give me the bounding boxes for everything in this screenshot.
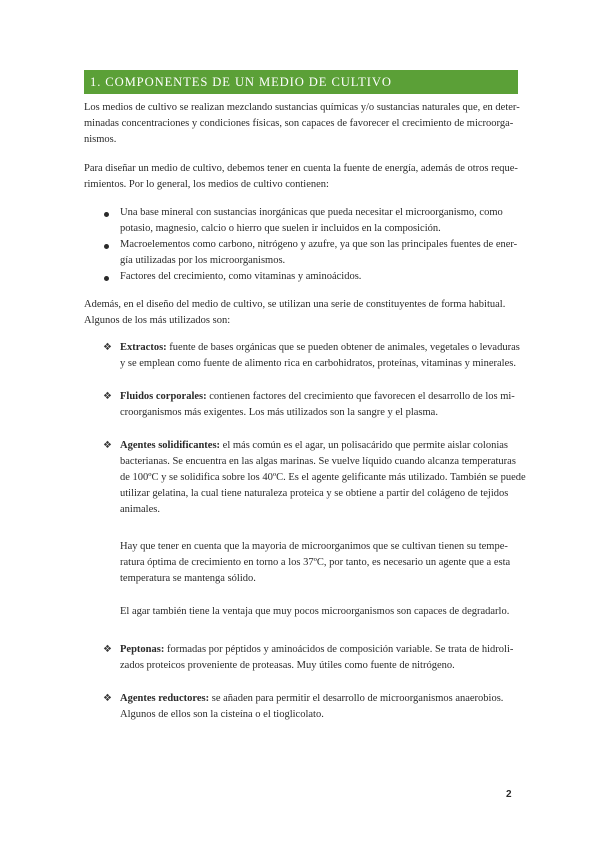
intro-line: Los medios de cultivo se realizan mezclando sustancias químicas y/o sustancias naturales que, en deter-: [84, 102, 520, 113]
diamond-bullet-icon: ❖: [103, 644, 112, 655]
definition-term: Extractos:: [120, 342, 167, 353]
agar-note-degradation: El agar también tiene la ventaja que muy pocos microorganismos son capaces de degradarlo.: [120, 606, 510, 617]
constituents-line: Algunos de los más utilizados son:: [84, 315, 231, 326]
diamond-bullet-icon: ❖: [103, 693, 112, 704]
intro-paragraph: [84, 100, 518, 148]
section-heading: 1. COMPONENTES DE UN MEDIO DE CULTIVO: [90, 74, 392, 89]
bullet-dot-icon: [104, 212, 109, 217]
definition-agentes-reductores: Agentes reductores: se añaden para permitir el desarrollo de microorganismos anaerobios. Algunos de ellos son la cisteína o el tioglicolato.: [120, 693, 504, 720]
definition-term: Agentes reductores:: [120, 693, 210, 704]
definition-agentes-solidificantes: Agentes solidificantes: el más común es el agar, un polisacárido que permite aislar colonias bacterianas. Se encuentra en las algas marinas. Se vuelve líquido cuando alcanza temperaturas de 100ºC y se solidifica sobre los 40ºC. Es el agente gelificante más utilizado. También se puede utilizar gelatina, la cual tiene naturaleza proteica y se obtiene a partir del colágeno de tejidos animales.: [120, 440, 526, 515]
constituents-line: Además, en el diseño del medio de cultivo, se utilizan una serie de constituyentes de forma habitual.: [84, 299, 506, 310]
agar-note-temperature: Hay que tener en cuenta que la mayoria de microorganimos que se cultivan tienen su tempe- ratura óptima de crecimiento en torno a los 37ºC, por tanto, es necesario un agente que a esta temperatura se mantenga sólido.: [120, 541, 511, 584]
bullet-dot-icon: [104, 244, 109, 249]
definition-term: Peptonas:: [120, 644, 165, 655]
list-item: Factores del crecimiento, como vitaminas y aminoácidos.: [120, 271, 362, 282]
bullet-dot-icon: [104, 276, 109, 281]
constituents-paragraph: [84, 297, 518, 329]
definition-term: Agentes solidificantes:: [120, 440, 221, 451]
section-heading-bar: [84, 70, 518, 94]
list-item: Una base mineral con sustancias inorgánicas que pueda necesitar el microorganismo, como potasio, magnesio, calcio o hierro que suelen ir incluidos en la composición.: [120, 207, 503, 234]
intro-line: nismos.: [84, 134, 117, 145]
intro-line: minadas concentraciones y condiciones físicas, son capaces de favorecer el crecimiento de microorga-: [84, 118, 514, 129]
design-line: rimientos. Por lo general, los medios de cultivo contienen:: [84, 179, 329, 190]
diamond-bullet-icon: ❖: [103, 440, 112, 451]
design-paragraph: [84, 161, 518, 193]
page-number: 2: [506, 789, 512, 800]
design-line: Para diseñar un medio de cultivo, debemos tener en cuenta la fuente de energía, además de otros reque-: [84, 163, 518, 174]
definition-fluidos: Fluidos corporales: contienen factores del crecimiento que favorecen el desarrollo de los mi- croorganismos más exigentes. Los más utilizados son la sangre y el plasma.: [120, 391, 515, 418]
list-item: Macroelementos como carbono, nitrógeno y azufre, ya que son las principales fuentes de ener- gía utilizadas por los microorganismos.: [120, 239, 518, 266]
diamond-bullet-icon: ❖: [103, 391, 112, 402]
definition-peptonas: Peptonas: formadas por péptidos y aminoácidos de composición variable. Se trata de hidroli- zados proteicos proveniente de proteasas. Muy útiles como fuente de nitrógeno.: [120, 644, 514, 671]
definition-extractos: Extractos: fuente de bases orgánicas que se pueden obtener de animales, vegetales o levaduras y se emplean como fuente de alimento rica en carbohidratos, proteínas, vitaminas y minerales.: [120, 342, 520, 369]
diamond-bullet-icon: ❖: [103, 342, 112, 353]
definition-term: Fluidos corporales:: [120, 391, 207, 402]
